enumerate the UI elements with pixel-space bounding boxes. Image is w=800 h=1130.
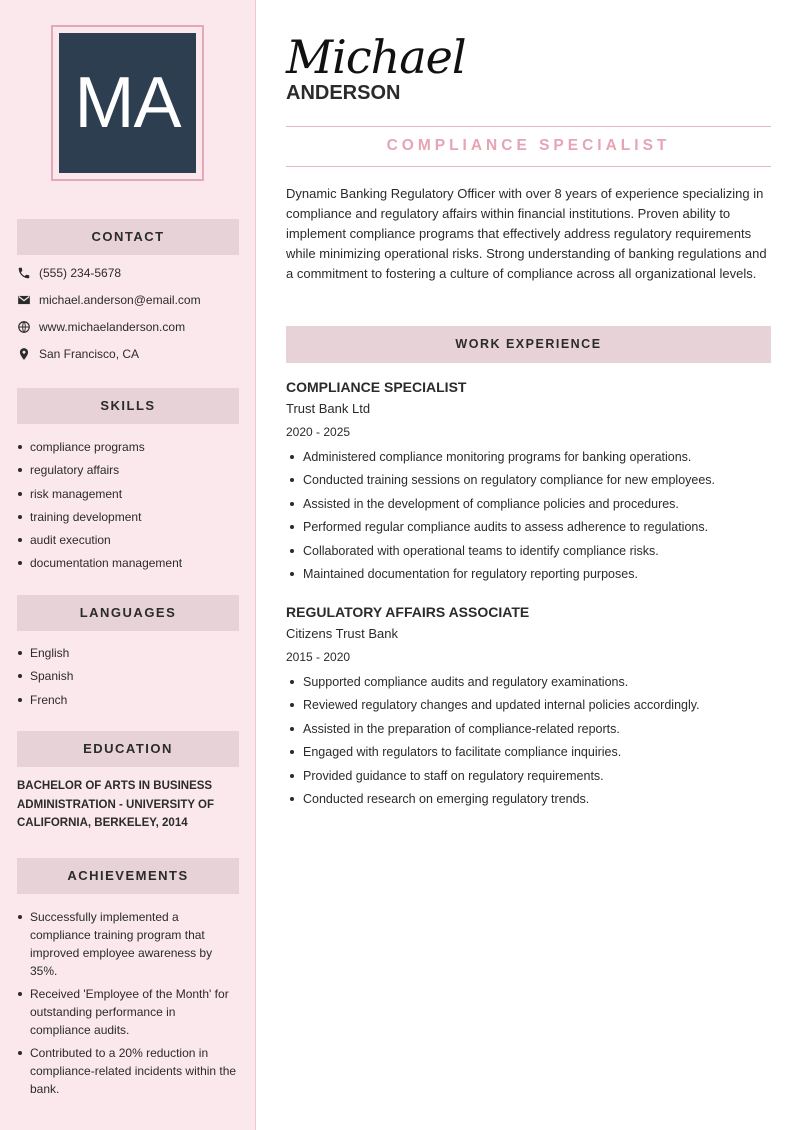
job-bullet: Conducted training sessions on regulatory compliance for new employees. [286, 471, 771, 494]
job-dates: 2015 - 2020 [286, 650, 351, 664]
phone-icon [17, 266, 31, 280]
globe-icon [17, 320, 31, 334]
sidebar [0, 0, 256, 1130]
skill-item: audit execution [17, 531, 239, 554]
job-title: COMPLIANCE SPECIALIST [386, 137, 671, 154]
email-text[interactable]: michael.anderson@email.com [39, 293, 201, 307]
email-icon [17, 293, 31, 307]
contact-email [17, 291, 201, 309]
contact-heading: CONTACT [17, 219, 239, 255]
job-role: REGULATORY AFFAIRS ASSOCIATE [286, 604, 530, 620]
job-dates: 2020 - 2025 [286, 425, 351, 439]
job-bullet: Engaged with regulators to facilitate compliance inquiries. [286, 743, 771, 766]
contact-website [17, 318, 185, 336]
job-bullet: Performed regular compliance audits to assess adherence to regulations. [286, 518, 771, 541]
job-role: COMPLIANCE SPECIALIST [286, 379, 467, 395]
job-bullet: Assisted in the preparation of compliance-related reports. [286, 720, 771, 743]
language-item: French [17, 691, 239, 714]
title-rule-bottom [286, 166, 771, 167]
language-item: Spanish [17, 667, 239, 690]
job-bullet: Reviewed regulatory changes and updated internal policies accordingly. [286, 696, 771, 719]
professional-summary: Dynamic Banking Regulatory Officer with over 8 years of experience specializing in compliance and regulatory affairs within financial institutions. Proven ability to implement compliance programs that effectively address regulatory requirements while minimizing operational risks. Strong understanding of banking regulations and a commitment to fostering a culture of compliance across all organizational levels. [286, 186, 767, 281]
job-bullet: Supported compliance audits and regulatory examinations. [286, 673, 771, 696]
job-entry [286, 603, 771, 813]
achievement-item: Received 'Employee of the Month' for outstanding performance in compliance audits. [17, 985, 239, 1039]
work-experience-heading: WORK EXPERIENCE [286, 326, 771, 363]
education-entry: BACHELOR OF ARTS IN BUSINESS ADMINISTRATION - UNIVERSITY OF CALIFORNIA, BERKELEY, 2014 [17, 780, 214, 829]
job-company: Citizens Trust Bank [286, 626, 398, 641]
achievements-list [17, 908, 239, 1103]
contact-location [17, 345, 139, 363]
job-bullet: Assisted in the development of compliance policies and procedures. [286, 495, 771, 518]
monogram: MA [59, 33, 196, 173]
contact-phone [17, 264, 121, 282]
job-company: Trust Bank Ltd [286, 401, 371, 416]
skill-item: training development [17, 508, 239, 531]
skill-item: risk management [17, 485, 239, 508]
location-text: San Francisco, CA [39, 347, 140, 361]
job-bullet: Collaborated with operational teams to identify compliance risks. [286, 542, 771, 565]
job-bullet: Provided guidance to staff on regulatory requirements. [286, 767, 771, 790]
achievement-item: Successfully implemented a compliance training program that improved employee awareness by 35%. [17, 908, 239, 980]
main-content [286, 0, 771, 1130]
last-name: ANDERSON [286, 82, 401, 104]
languages-heading: LANGUAGES [17, 595, 239, 631]
website-text[interactable]: www.michaelanderson.com [39, 320, 186, 334]
job-bullets [286, 448, 771, 588]
title-rule-top [286, 126, 771, 127]
skills-list [17, 438, 239, 578]
first-name: Michael [286, 30, 466, 84]
job-bullet: Administered compliance monitoring programs for banking operations. [286, 448, 771, 471]
phone-text: (555) 234-5678 [39, 266, 122, 280]
education-heading: EDUCATION [17, 731, 239, 767]
location-pin-icon [17, 347, 31, 361]
skill-item: regulatory affairs [17, 461, 239, 484]
languages-list [17, 644, 239, 714]
achievements-heading: ACHIEVEMENTS [17, 858, 239, 894]
job-bullet: Maintained documentation for regulatory reporting purposes. [286, 565, 771, 588]
skill-item: documentation management [17, 554, 239, 577]
job-entry [286, 378, 771, 588]
monogram-frame [51, 25, 204, 181]
skill-item: compliance programs [17, 438, 239, 461]
language-item: English [17, 644, 239, 667]
achievement-item: Contributed to a 20% reduction in compliance-related incidents within the bank. [17, 1044, 239, 1098]
job-bullet: Conducted research on emerging regulatory trends. [286, 790, 771, 813]
skills-heading: SKILLS [17, 388, 239, 424]
job-bullets [286, 673, 771, 813]
